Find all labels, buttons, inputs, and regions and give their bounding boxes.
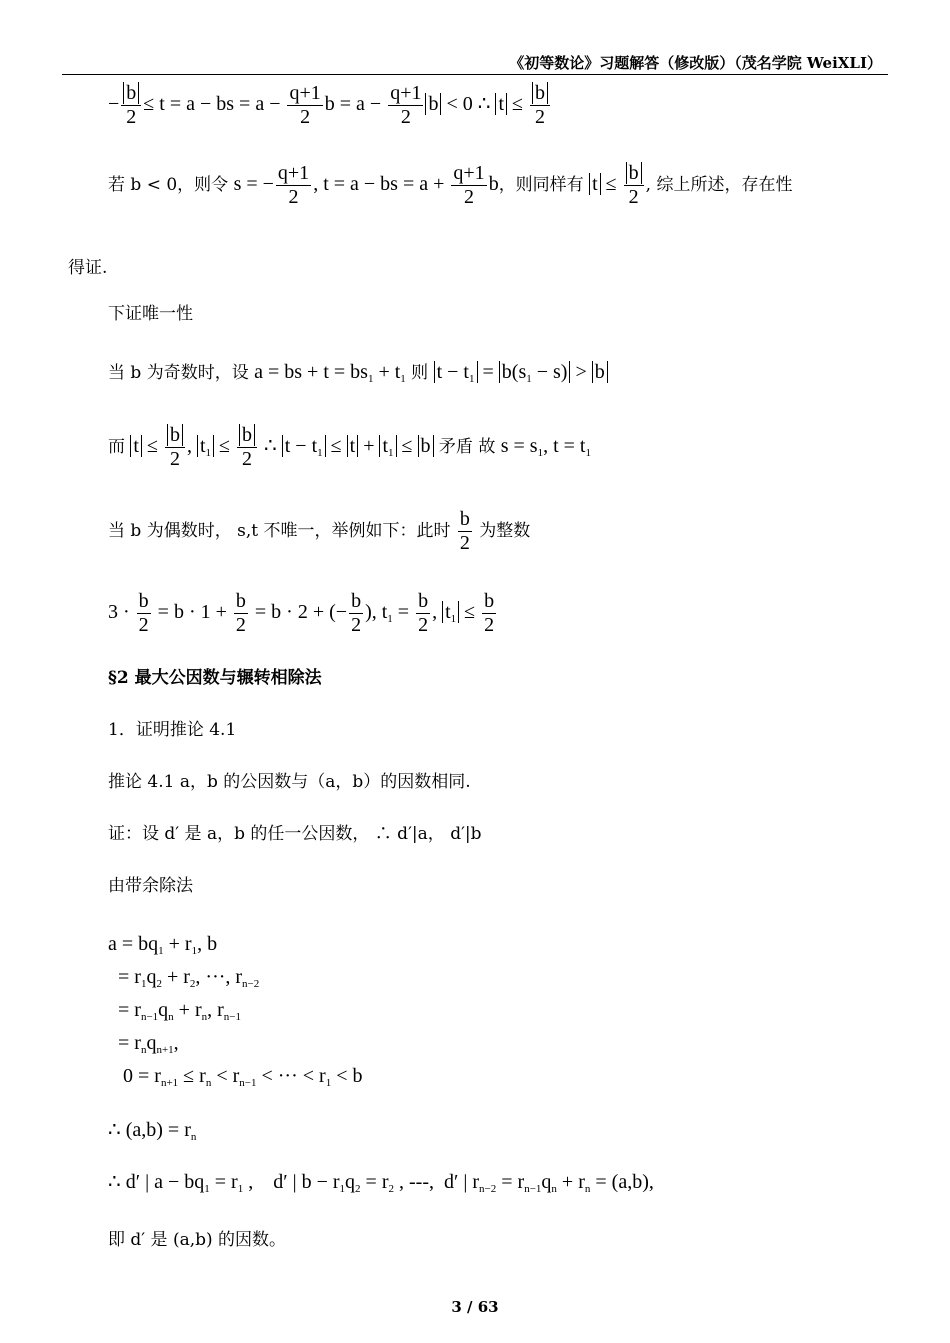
paragraph-contradiction: 而 t ≤ $\frac{b}{2}$ , $t_1$ ≤ $\frac{b}{2}$ ∴ $t - t_1 \le t + t_1 \le b$ 矛盾 故 $s = s_1$, $t = t_1$ <box>108 424 591 470</box>
formula-divides-chain: ∴ d′ | $a - bq_1 = r_1$ , d′ | $b - r_1q_2 = r_2$ , ---, d′ | $r_{n-2} = r_{n-1}q_n + r_n = (a,b)$, <box>108 1171 654 1195</box>
text-uniqueness: 下证唯一性 <box>108 304 193 324</box>
formula-example: 3 · $\frac{b}{2}$ = b · 1 + $\frac{b}{2}$ = b · 2 + (− $\frac{b}{2}$ ), $t_1$ = $\frac{b}{2}$ , $t_1$ ≤ $\frac{b}{2}$ <box>108 590 495 636</box>
page-number: 3 / 63 <box>451 1298 499 1316</box>
exercise-1: 1．证明推论 4.1 <box>108 720 237 740</box>
euclid-equations: $a = bq_1 + r_1$, b = $r_1q_2 + r_2$, ···, $r_{n-2}$ = $r_{n-1}q_n + r_n$, $r_{n-1}$ = $r_nq_{n+1}$, $0 = r_{n+1} \le r_n < r_{n-1}$ < ··· < $r_1 < b$ <box>108 933 363 1089</box>
formula-line-1: − $\frac{b}{2}$ ≤ t = a − bs = a − $\frac{q+1}{2}$ b = a − $\frac{q+1}{2}$ b < 0 ∴ t ≤ $\frac{b}{2}$ <box>108 82 552 129</box>
page-header: 《初等数论》习题解答（修改版）（茂名学院 WeiXLI） <box>509 54 882 72</box>
text-division: 由带余除法 <box>108 876 193 896</box>
conclusion: 即 d′ 是 (a,b) 的因数。 <box>108 1230 287 1250</box>
section-title: §2 最大公因数与辗转相除法 <box>108 668 322 688</box>
formula-gcd: ∴ $(a,b) = r_n$ <box>108 1119 197 1143</box>
paragraph-odd-b: 当 b 为奇数时，设 a = bs + $t = bs_1 + t_1$ 则 $t - t_1 = b(s_1 - s) > b$ <box>108 362 608 385</box>
corollary-statement: 推论 4.1 a，b 的公因数与（a，b）的因数相同. <box>108 772 471 792</box>
paragraph-negative-b: 若 b < 0，则令 s = − $\frac{q+1}{2}$ , t = a − bs = a + $\frac{q+1}{2}$ b，则同样有 t ≤ $\frac{b}{2}$ , 综上所述，存在性 <box>108 162 793 208</box>
proof-start: 证：设 d′ 是 a，b 的任一公因数， ∴ d′|a， d′|b <box>108 824 482 844</box>
paragraph-even-b: 当 b 为偶数时， s,t 不唯一，举例如下：此时 $\frac{b}{2}$ 为整数 <box>108 508 531 554</box>
header-rule <box>62 74 888 75</box>
text-existence-proved: 得证. <box>68 258 108 278</box>
